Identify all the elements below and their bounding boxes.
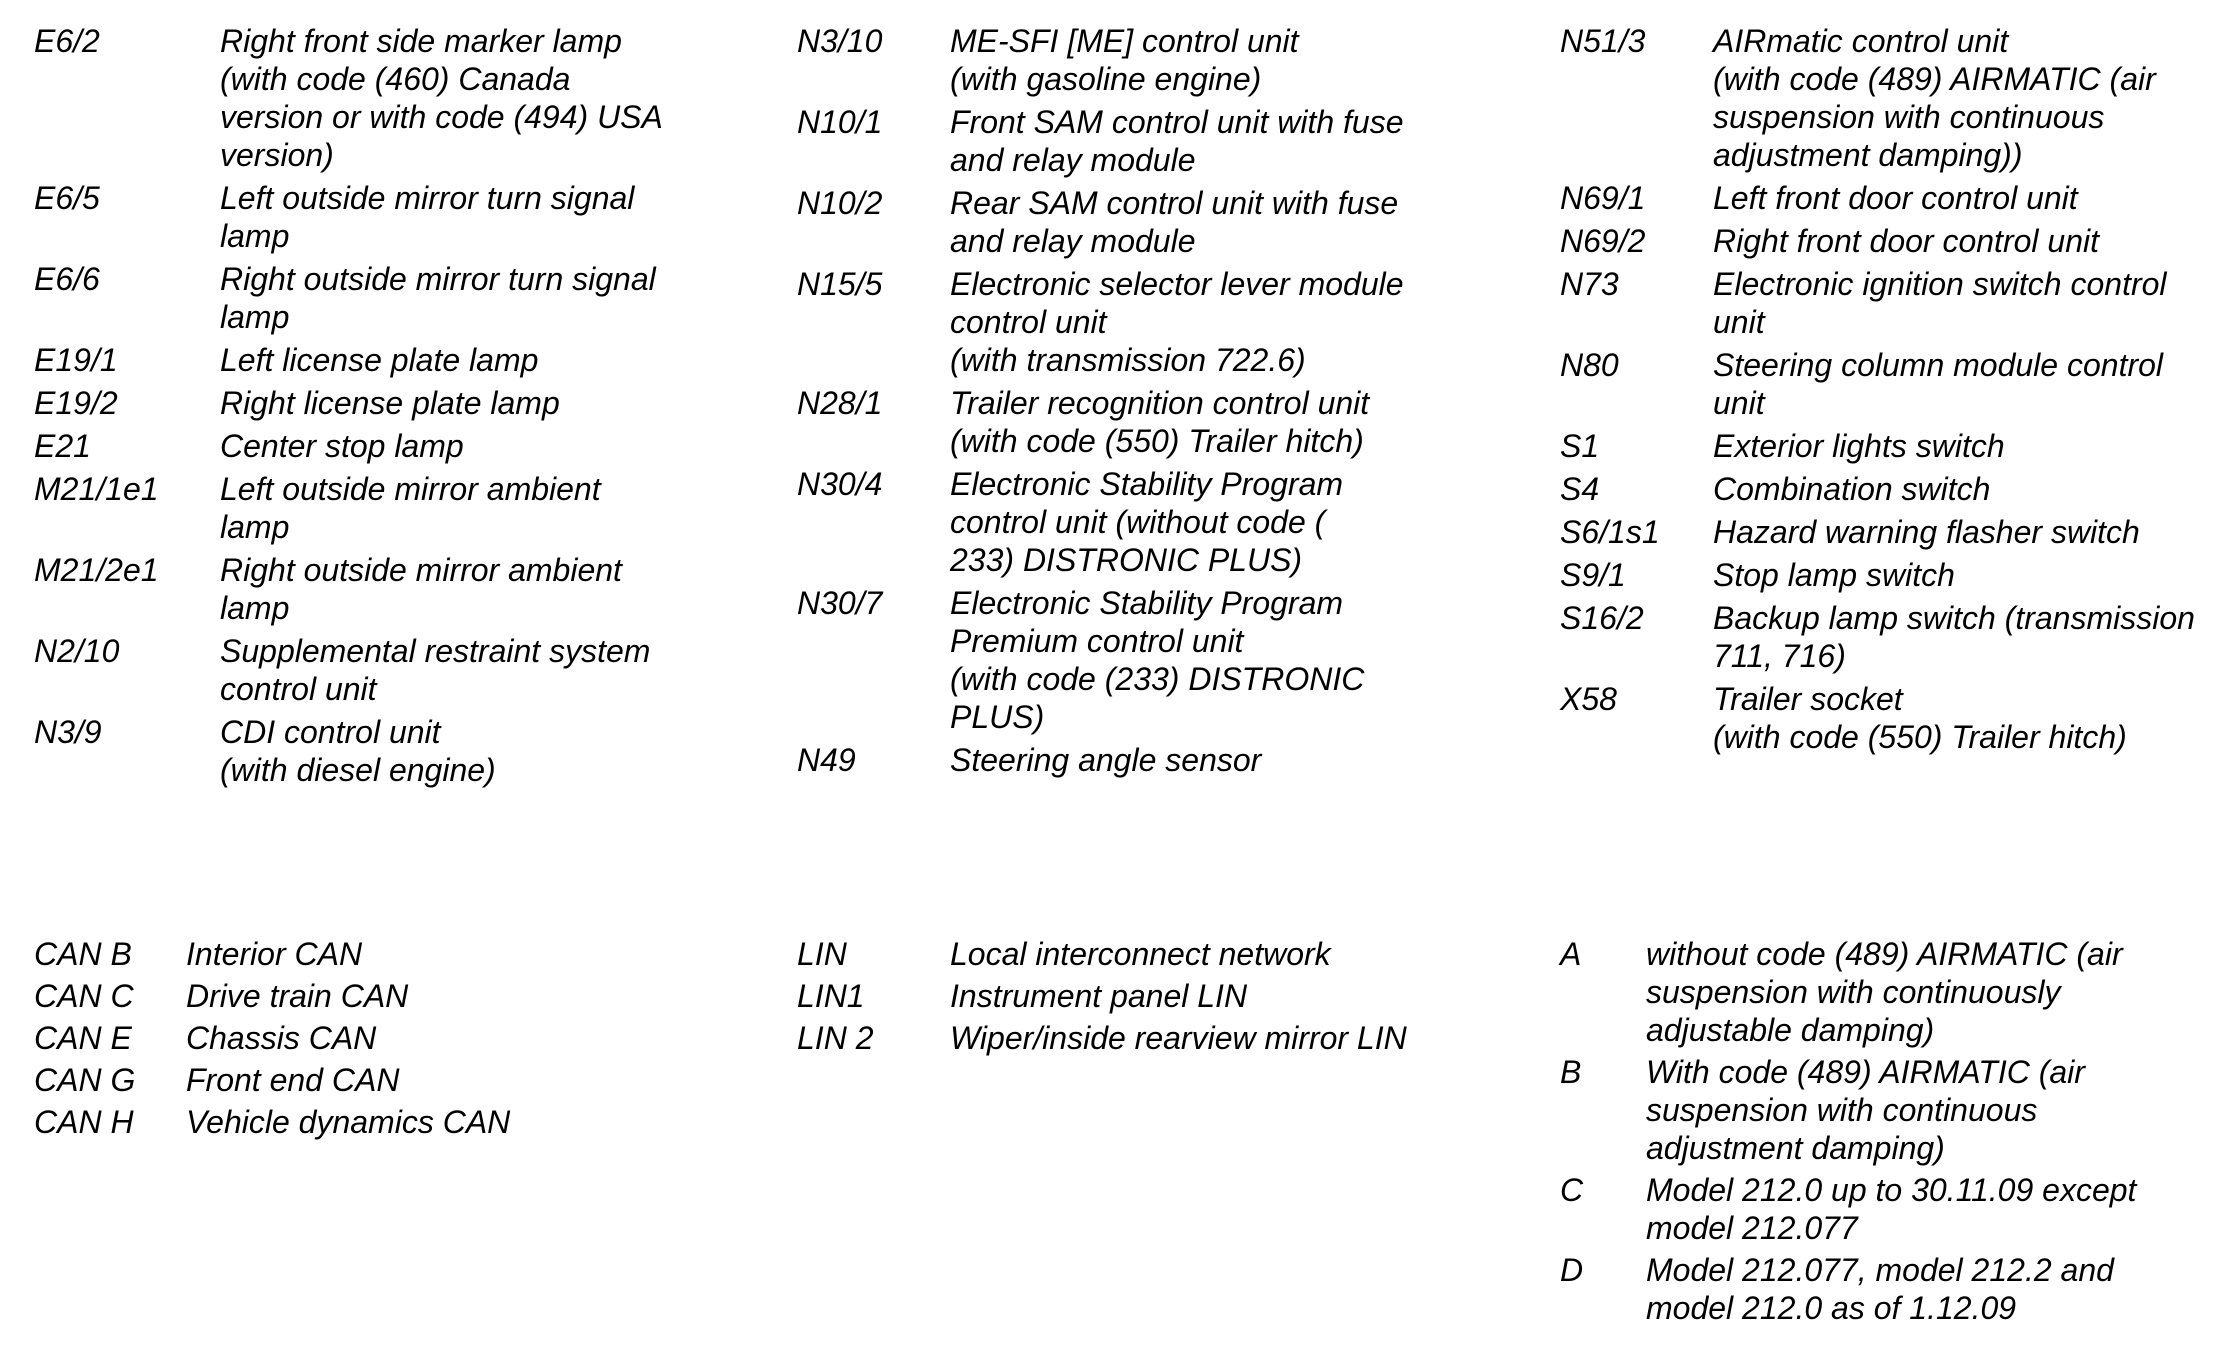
legend-code: N10/2 (797, 185, 883, 221)
legend-description (950, 465, 1457, 579)
legend-description-line: control unit (220, 671, 377, 707)
legend-entry (34, 935, 654, 973)
legend-description-line: Left outside mirror ambient (220, 471, 601, 507)
legend-description (220, 470, 694, 546)
legend-description (950, 103, 1457, 179)
legend-code: LIN1 (797, 978, 865, 1014)
legend-description (186, 935, 654, 973)
legend-entry (797, 977, 1497, 1015)
legend-code: E21 (34, 428, 91, 464)
legend-code: N49 (797, 742, 856, 778)
legend-description (1646, 1053, 2232, 1167)
legend-description (950, 384, 1457, 460)
legend-entry (797, 465, 1457, 579)
legend-entry (34, 713, 694, 789)
legend-description (950, 935, 1497, 973)
legend-description-line: CDI control unit (220, 714, 441, 750)
legend-description (1713, 222, 2232, 260)
legend-code: N2/10 (34, 633, 120, 669)
legend-description-line: model 212.0 as of 1.12.09 (1646, 1290, 2017, 1326)
legend-code: D (1560, 1252, 1584, 1288)
legend-entry (1560, 179, 2232, 217)
legend-code: S4 (1560, 471, 1600, 507)
legend-description-line: Right license plate lamp (220, 385, 560, 421)
legend-code: N3/10 (797, 23, 883, 59)
legend-description (1713, 556, 2232, 594)
legend-entry (1560, 427, 2232, 465)
legend-entry (34, 1019, 654, 1057)
legend-entry (34, 470, 694, 546)
legend-entry (1560, 346, 2232, 422)
legend-code: N15/5 (797, 266, 883, 302)
legend-description-line: lamp (220, 299, 290, 335)
legend-description-line: suspension with continuous (1713, 99, 2105, 135)
legend-description-line: Trailer recognition control unit (950, 385, 1370, 421)
legend-code: N69/2 (1560, 223, 1646, 259)
legend-description-line: (with gasoline engine) (950, 61, 1262, 97)
legend-description (1713, 427, 2232, 465)
component-legend-column-2 (797, 22, 1457, 784)
legend-code: N30/7 (797, 585, 883, 621)
legend-description (220, 260, 694, 336)
legend-description-line: Left front door control unit (1713, 180, 2078, 216)
legend-description-line: Wiper/inside rearview mirror LIN (950, 1020, 1407, 1056)
legend-entry (797, 935, 1497, 973)
legend-description (1646, 1251, 2232, 1327)
legend-entry (1560, 470, 2232, 508)
legend-description-line: Electronic Stability Program (950, 585, 1344, 621)
legend-description-line: Left outside mirror turn signal (220, 180, 635, 216)
legend-description-line: and relay module (950, 142, 1196, 178)
legend-description (950, 977, 1497, 1015)
legend-description-line: Left license plate lamp (220, 342, 539, 378)
legend-entry (1560, 265, 2232, 341)
legend-description-line: control unit (950, 304, 1107, 340)
legend-description (1713, 265, 2232, 341)
legend-entry (34, 427, 694, 465)
legend-description-line: control unit (without code ( (950, 504, 1326, 540)
legend-description (950, 265, 1457, 379)
legend-description (1713, 599, 2232, 675)
legend-code: N80 (1560, 347, 1619, 383)
legend-code: LIN 2 (797, 1020, 874, 1056)
legend-description-line: Interior CAN (186, 936, 363, 972)
legend-code: N3/9 (34, 714, 102, 750)
legend-entry (34, 260, 694, 336)
legend-code: C (1560, 1172, 1584, 1208)
legend-description-line: and relay module (950, 223, 1196, 259)
legend-entry (797, 22, 1457, 98)
legend-description-line: without code (489) AIRMATIC (air (1646, 936, 2123, 972)
legend-entry (34, 22, 694, 174)
legend-entry (34, 341, 694, 379)
legend-code: CAN E (34, 1020, 132, 1056)
legend-description-line: lamp (220, 590, 290, 626)
legend-description (950, 741, 1457, 779)
legend-description (186, 1019, 654, 1057)
legend-description-line: (with code (460) Canada (220, 61, 571, 97)
legend-entry (797, 384, 1457, 460)
legend-description-line: Steering column module control (1713, 347, 2164, 383)
legend-entry (1560, 599, 2232, 675)
legend-description-line: (with code (233) DISTRONIC (950, 661, 1365, 697)
legend-description-line: Front end CAN (186, 1062, 400, 1098)
legend-entry (1560, 22, 2232, 174)
legend-description (1713, 346, 2232, 422)
legend-entry (34, 384, 694, 422)
legend-entry (34, 632, 694, 708)
legend-code: S6/1s1 (1560, 514, 1660, 550)
legend-entry (1560, 1053, 2232, 1167)
legend-description-line: Right front door control unit (1713, 223, 2099, 259)
legend-description-line: adjustment damping) (1646, 1130, 1945, 1166)
legend-entry (797, 741, 1457, 779)
legend-description-line: Premium control unit (950, 623, 1244, 659)
legend-code: N51/3 (1560, 23, 1646, 59)
legend-description (1713, 22, 2232, 174)
legend-description-line: Electronic selector lever module (950, 266, 1404, 302)
legend-description-line: version or with code (494) USA (220, 99, 663, 135)
legend-code: CAN B (34, 936, 132, 972)
legend-description-line: Local interconnect network (950, 936, 1331, 972)
legend-description (220, 179, 694, 255)
legend-entry (797, 184, 1457, 260)
legend-description-line: AIRmatic control unit (1713, 23, 2009, 59)
legend-description-line: Instrument panel LIN (950, 978, 1248, 1014)
legend-description-line: Right front side marker lamp (220, 23, 622, 59)
legend-code: M21/1e1 (34, 471, 159, 507)
legend-code: S9/1 (1560, 557, 1626, 593)
legend-entry (1560, 935, 2232, 1049)
component-legend-column-3 (1560, 22, 2232, 761)
legend-description (220, 427, 694, 465)
legend-code: N28/1 (797, 385, 883, 421)
legend-description-line: Supplemental restraint system (220, 633, 651, 669)
legend-description (950, 584, 1457, 736)
legend-description-line: Stop lamp switch (1713, 557, 1955, 593)
legend-description-line: Right outside mirror ambient (220, 552, 622, 588)
legend-entry (797, 103, 1457, 179)
legend-description-line: Model 212.0 up to 30.11.09 except (1646, 1172, 2137, 1208)
legend-entry (1560, 680, 2232, 756)
legend-code: N30/4 (797, 466, 883, 502)
legend-description (950, 184, 1457, 260)
legend-description-line: PLUS) (950, 699, 1045, 735)
legend-description (220, 384, 694, 422)
legend-description-line: (with code (550) Trailer hitch) (950, 423, 1364, 459)
legend-entry (797, 584, 1457, 736)
legend-description (1713, 680, 2232, 756)
legend-code: M21/2e1 (34, 552, 159, 588)
legend-description-line: Combination switch (1713, 471, 1991, 507)
legend-code: E6/2 (34, 23, 100, 59)
legend-description (220, 22, 694, 174)
legend-code: E6/6 (34, 261, 100, 297)
legend-description-line: Steering angle sensor (950, 742, 1262, 778)
legend-description-line: Electronic ignition switch control (1713, 266, 2167, 302)
legend-code: N69/1 (1560, 180, 1646, 216)
legend-code: N73 (1560, 266, 1619, 302)
legend-description-line: Chassis CAN (186, 1020, 377, 1056)
legend-description-line: (with code (550) Trailer hitch) (1713, 719, 2127, 755)
legend-entry (34, 179, 694, 255)
legend-description-line: Hazard warning flasher switch (1713, 514, 2140, 550)
legend-entry (1560, 222, 2232, 260)
legend-code: X58 (1560, 681, 1617, 717)
component-legend-column-1 (34, 22, 694, 794)
legend-description-line: lamp (220, 218, 290, 254)
legend-description-line: version) (220, 137, 334, 173)
legend-description (220, 632, 694, 708)
legend-description-line: Right outside mirror turn signal (220, 261, 656, 297)
legend-entry (34, 1061, 654, 1099)
legend-description-line: Rear SAM control unit with fuse (950, 185, 1399, 221)
legend-code: B (1560, 1054, 1582, 1090)
legend-description-line: (with code (489) AIRMATIC (air (1713, 61, 2156, 97)
legend-description-line: Electronic Stability Program (950, 466, 1344, 502)
legend-entry (1560, 1171, 2232, 1247)
legend-description (1646, 1171, 2232, 1247)
legend-description-line: Trailer socket (1713, 681, 1903, 717)
legend-entry (34, 551, 694, 627)
legend-description (950, 1019, 1497, 1057)
legend-description-line: (with transmission 722.6) (950, 342, 1306, 378)
legend-code: CAN G (34, 1062, 136, 1098)
legend-description-line: lamp (220, 509, 290, 545)
legend-description (186, 1061, 654, 1099)
legend-description (1713, 513, 2232, 551)
lin-bus-legend (797, 935, 1497, 1061)
legend-code: E6/5 (34, 180, 100, 216)
variant-notes-legend (1560, 935, 2232, 1331)
legend-description-line: adjustment damping)) (1713, 137, 2023, 173)
legend-description-line: unit (1713, 385, 1765, 421)
legend-description-line: 711, 716) (1713, 638, 1846, 674)
legend-description-line: suspension with continuous (1646, 1092, 2038, 1128)
legend-description-line: Center stop lamp (220, 428, 464, 464)
legend-description-line: unit (1713, 304, 1765, 340)
legend-code: A (1560, 936, 1582, 972)
legend-description-line: model 212.077 (1646, 1210, 1858, 1246)
legend-code: N10/1 (797, 104, 883, 140)
legend-description (220, 551, 694, 627)
legend-code: E19/2 (34, 385, 118, 421)
legend-code: E19/1 (34, 342, 118, 378)
legend-description-line: (with diesel engine) (220, 752, 496, 788)
legend-description-line: ME-SFI [ME] control unit (950, 23, 1299, 59)
legend-code: CAN C (34, 978, 134, 1014)
legend-code: S1 (1560, 428, 1600, 464)
legend-entry (1560, 1251, 2232, 1327)
legend-entry (1560, 513, 2232, 551)
legend-description-line: adjustable damping) (1646, 1012, 1935, 1048)
legend-code: CAN H (34, 1104, 134, 1140)
legend-entry (797, 1019, 1497, 1057)
legend-description (1713, 179, 2232, 217)
legend-description (1713, 470, 2232, 508)
legend-code: S16/2 (1560, 600, 1644, 636)
legend-description (186, 1103, 654, 1141)
legend-description-line: 233) DISTRONIC PLUS) (950, 542, 1303, 578)
legend-description (220, 713, 694, 789)
legend-entry (34, 977, 654, 1015)
legend-code: LIN (797, 936, 847, 972)
legend-entry (1560, 556, 2232, 594)
legend-description-line: Vehicle dynamics CAN (186, 1104, 511, 1140)
legend-description-line: Exterior lights switch (1713, 428, 2005, 464)
legend-description (1646, 935, 2232, 1049)
legend-entry (797, 265, 1457, 379)
legend-description (220, 341, 694, 379)
legend-description-line: Front SAM control unit with fuse (950, 104, 1404, 140)
legend-description-line: Drive train CAN (186, 978, 409, 1014)
legend-description-line: suspension with continuously (1646, 974, 2061, 1010)
legend-entry (34, 1103, 654, 1141)
legend-description-line: Backup lamp switch (transmission (1713, 600, 2195, 636)
legend-description (186, 977, 654, 1015)
legend-description-line: Model 212.077, model 212.2 and (1646, 1252, 2114, 1288)
can-bus-legend (34, 935, 654, 1145)
legend-description (950, 22, 1457, 98)
legend-description-line: With code (489) AIRMATIC (air (1646, 1054, 2085, 1090)
